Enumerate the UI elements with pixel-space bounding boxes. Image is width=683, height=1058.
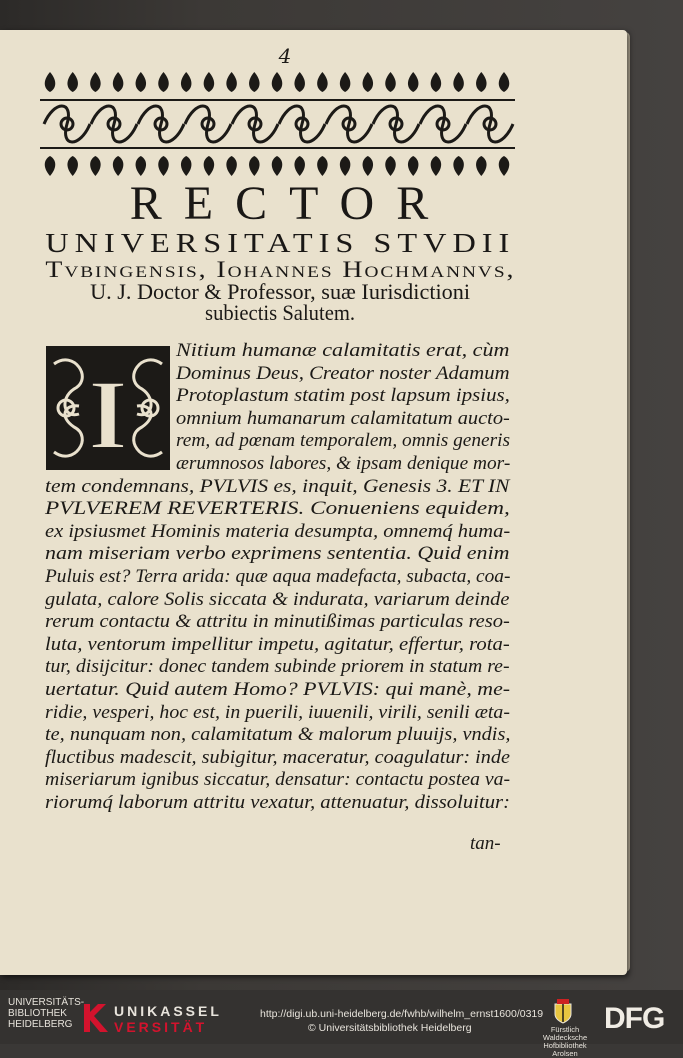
ornament-drop-bottom [204, 156, 215, 176]
ornament-drop-top [317, 72, 328, 92]
ornament-drop-top [476, 72, 487, 92]
body-line: luta, ventorum impellitur impetu, agitatur, effertur, rota- [45, 633, 510, 655]
ornament-drop-bottom [499, 156, 510, 176]
copyright-text: © Universitätsbibliothek Heidelberg [308, 1022, 472, 1034]
ornament-drop-top [226, 72, 237, 92]
heading-line-3: U. J. Doctor & Professor, suæ Iurisdictioni [90, 279, 470, 304]
kassel-logo-text[interactable] [114, 1003, 222, 1035]
uni-heidelberg-logo[interactable] [8, 997, 85, 1037]
ornament-drop-top [431, 72, 442, 92]
body-line: ærumnosos labores, & ipsam denique mor- [176, 453, 511, 474]
ornament-drop-bottom [317, 156, 328, 176]
ornament-scroll [138, 106, 184, 142]
waldeck-line-2: Hofbibliothek Arolsen [543, 1041, 587, 1058]
ornament-scroll [420, 106, 466, 142]
ornament-drop-bottom [363, 156, 374, 176]
page-title: RECTOR [129, 177, 451, 230]
ornament-drop-top [90, 72, 101, 92]
ornament-drop-bottom [408, 156, 419, 176]
ornament-drop-bottom [272, 156, 283, 176]
kassel-line-2: VERSITÄT [114, 1019, 208, 1035]
ornament-drop-bottom [385, 156, 396, 176]
ornament-scroll [44, 106, 90, 142]
waldeck-line-1: Fürstlich Waldecksche [542, 1025, 588, 1042]
ornament-drop-bottom [158, 156, 169, 176]
ornament-drop-bottom [249, 156, 259, 176]
waldeck-library-text[interactable] [537, 1026, 593, 1058]
ornament-drop-top [204, 72, 215, 92]
ornament-drop-bottom [136, 156, 147, 176]
body-line: ridie, vesperi, hoc est, in puerili, iuuenili, virili, senili æta- [45, 701, 510, 723]
ornament-drop-top [385, 72, 396, 92]
ornament-drop-top [249, 72, 259, 92]
ornament-scroll [373, 106, 419, 142]
body-line: PVLVEREM REVERTERIS. Conueniens equidem, [45, 498, 510, 520]
initial-letter: I [88, 359, 128, 470]
heading-line-1: UNIVERSITATIS STVDII [44, 228, 515, 258]
uni-heidelberg-line: UNIVERSITÄTS- [8, 997, 85, 1008]
ornament-drop-bottom [45, 156, 56, 176]
decorated-initial [44, 344, 172, 472]
uni-heidelberg-line: BIBLIOTHEK [8, 1008, 67, 1019]
ornament-drop-top [67, 72, 78, 92]
ornament-drop-top [181, 72, 192, 92]
page-number: 4 [278, 44, 292, 68]
ornament-drop-bottom [476, 156, 487, 176]
body-line: Protoplastum statim post lapsum ipsius, [176, 385, 510, 407]
body-line: tem condemnans, PVLVIS es, inquit, Genesis 3. ET IN [45, 475, 510, 497]
ornament-drop-bottom [226, 156, 237, 176]
permalink-url[interactable]: http://digi.ub.uni-heidelberg.de/fwhb/wilhelm_ernst1600/0319 [260, 1008, 544, 1020]
ornament-drop-bottom [294, 156, 305, 176]
ornament-drop-top [113, 72, 124, 92]
ornament-drop-bottom [67, 156, 78, 176]
body-line: Puluis est? Terra arida: quæ aqua madefacta, subacta, coa- [45, 566, 511, 587]
body-line: Nitium humanæ calamitatis erat, cùm [176, 340, 510, 361]
ornament-drop-bottom [431, 156, 442, 176]
ornament-drop-bottom [453, 156, 464, 176]
heading-line-2: Tvbingensis, Iohannes Hochmannvs, [45, 257, 515, 282]
body-line: uertatur. Quid autem Homo? PVLVIS: qui manè, me- [45, 679, 511, 700]
ornament-drop-top [45, 72, 56, 92]
body-line: omnium humanarum calamitatum aucto- [176, 407, 510, 429]
body-line: Dominus Deus, Creator noster Adamum [176, 362, 510, 384]
ornament-drop-bottom [90, 156, 101, 176]
body-line: miseriarum ignibus siccatur, densatur: contactu postea va- [45, 769, 511, 791]
kassel-line-1: UNIKASSEL [114, 1003, 222, 1019]
catchword: tan- [470, 833, 501, 854]
ornament-drop-bottom [340, 156, 351, 176]
ornament-scroll [185, 106, 231, 142]
ornament-drop-top [499, 72, 510, 92]
heading-line-4: subiectis Salutem. [205, 300, 355, 325]
body-line: rem, ad pœnam temporalem, omnis generis [176, 430, 511, 452]
ornament-drop-top [363, 72, 374, 92]
body-line: tur, disijcitur: donec tandem subinde priorem in statum re- [45, 656, 510, 678]
dfg-logo[interactable]: DFG [604, 1002, 665, 1035]
waldeck-crest-icon [553, 998, 573, 1024]
ornament-scroll [326, 106, 372, 142]
body-line: fluctibus madescit, subigitur, maceratur, coagulatur: inde [45, 746, 510, 768]
ornament-scroll [91, 106, 137, 142]
ornament-drop-top [340, 72, 351, 92]
body-line: rerum contactu & attritu in minutißimas particulas reso- [45, 611, 510, 633]
uni-heidelberg-line: HEIDELBERG [8, 1019, 73, 1030]
ornament-drop-bottom [113, 156, 124, 176]
ornament-drop-bottom [181, 156, 192, 176]
ornament-scroll [467, 106, 513, 142]
body-line: gulata, calore Solis siccata & indurata, variarum deinde [45, 588, 510, 610]
body-line: nam miseriam verbo exprimens sententia. Quid enim [45, 543, 510, 565]
body-line: riorumq́ laborum attritu vexatur, attenuatur, dissoluitur: [45, 792, 510, 813]
ornament-drop-top [408, 72, 419, 92]
ornament-drop-top [294, 72, 305, 92]
body-line: te, nunquam non, calamitatum & malorum pluuijs, vndis, [45, 724, 511, 746]
ornament-drop-top [453, 72, 464, 92]
ornament-drop-top [158, 72, 169, 92]
ornament-scroll [232, 106, 278, 142]
ornament-drop-top [272, 72, 283, 92]
kassel-logo-icon [80, 1000, 110, 1036]
ornament-band [40, 70, 515, 178]
ornament-scroll [279, 106, 325, 142]
body-line: ex ipsiusmet Hominis materia desumpta, omnemq́ huma- [45, 520, 511, 542]
ornament-drop-top [136, 72, 147, 92]
